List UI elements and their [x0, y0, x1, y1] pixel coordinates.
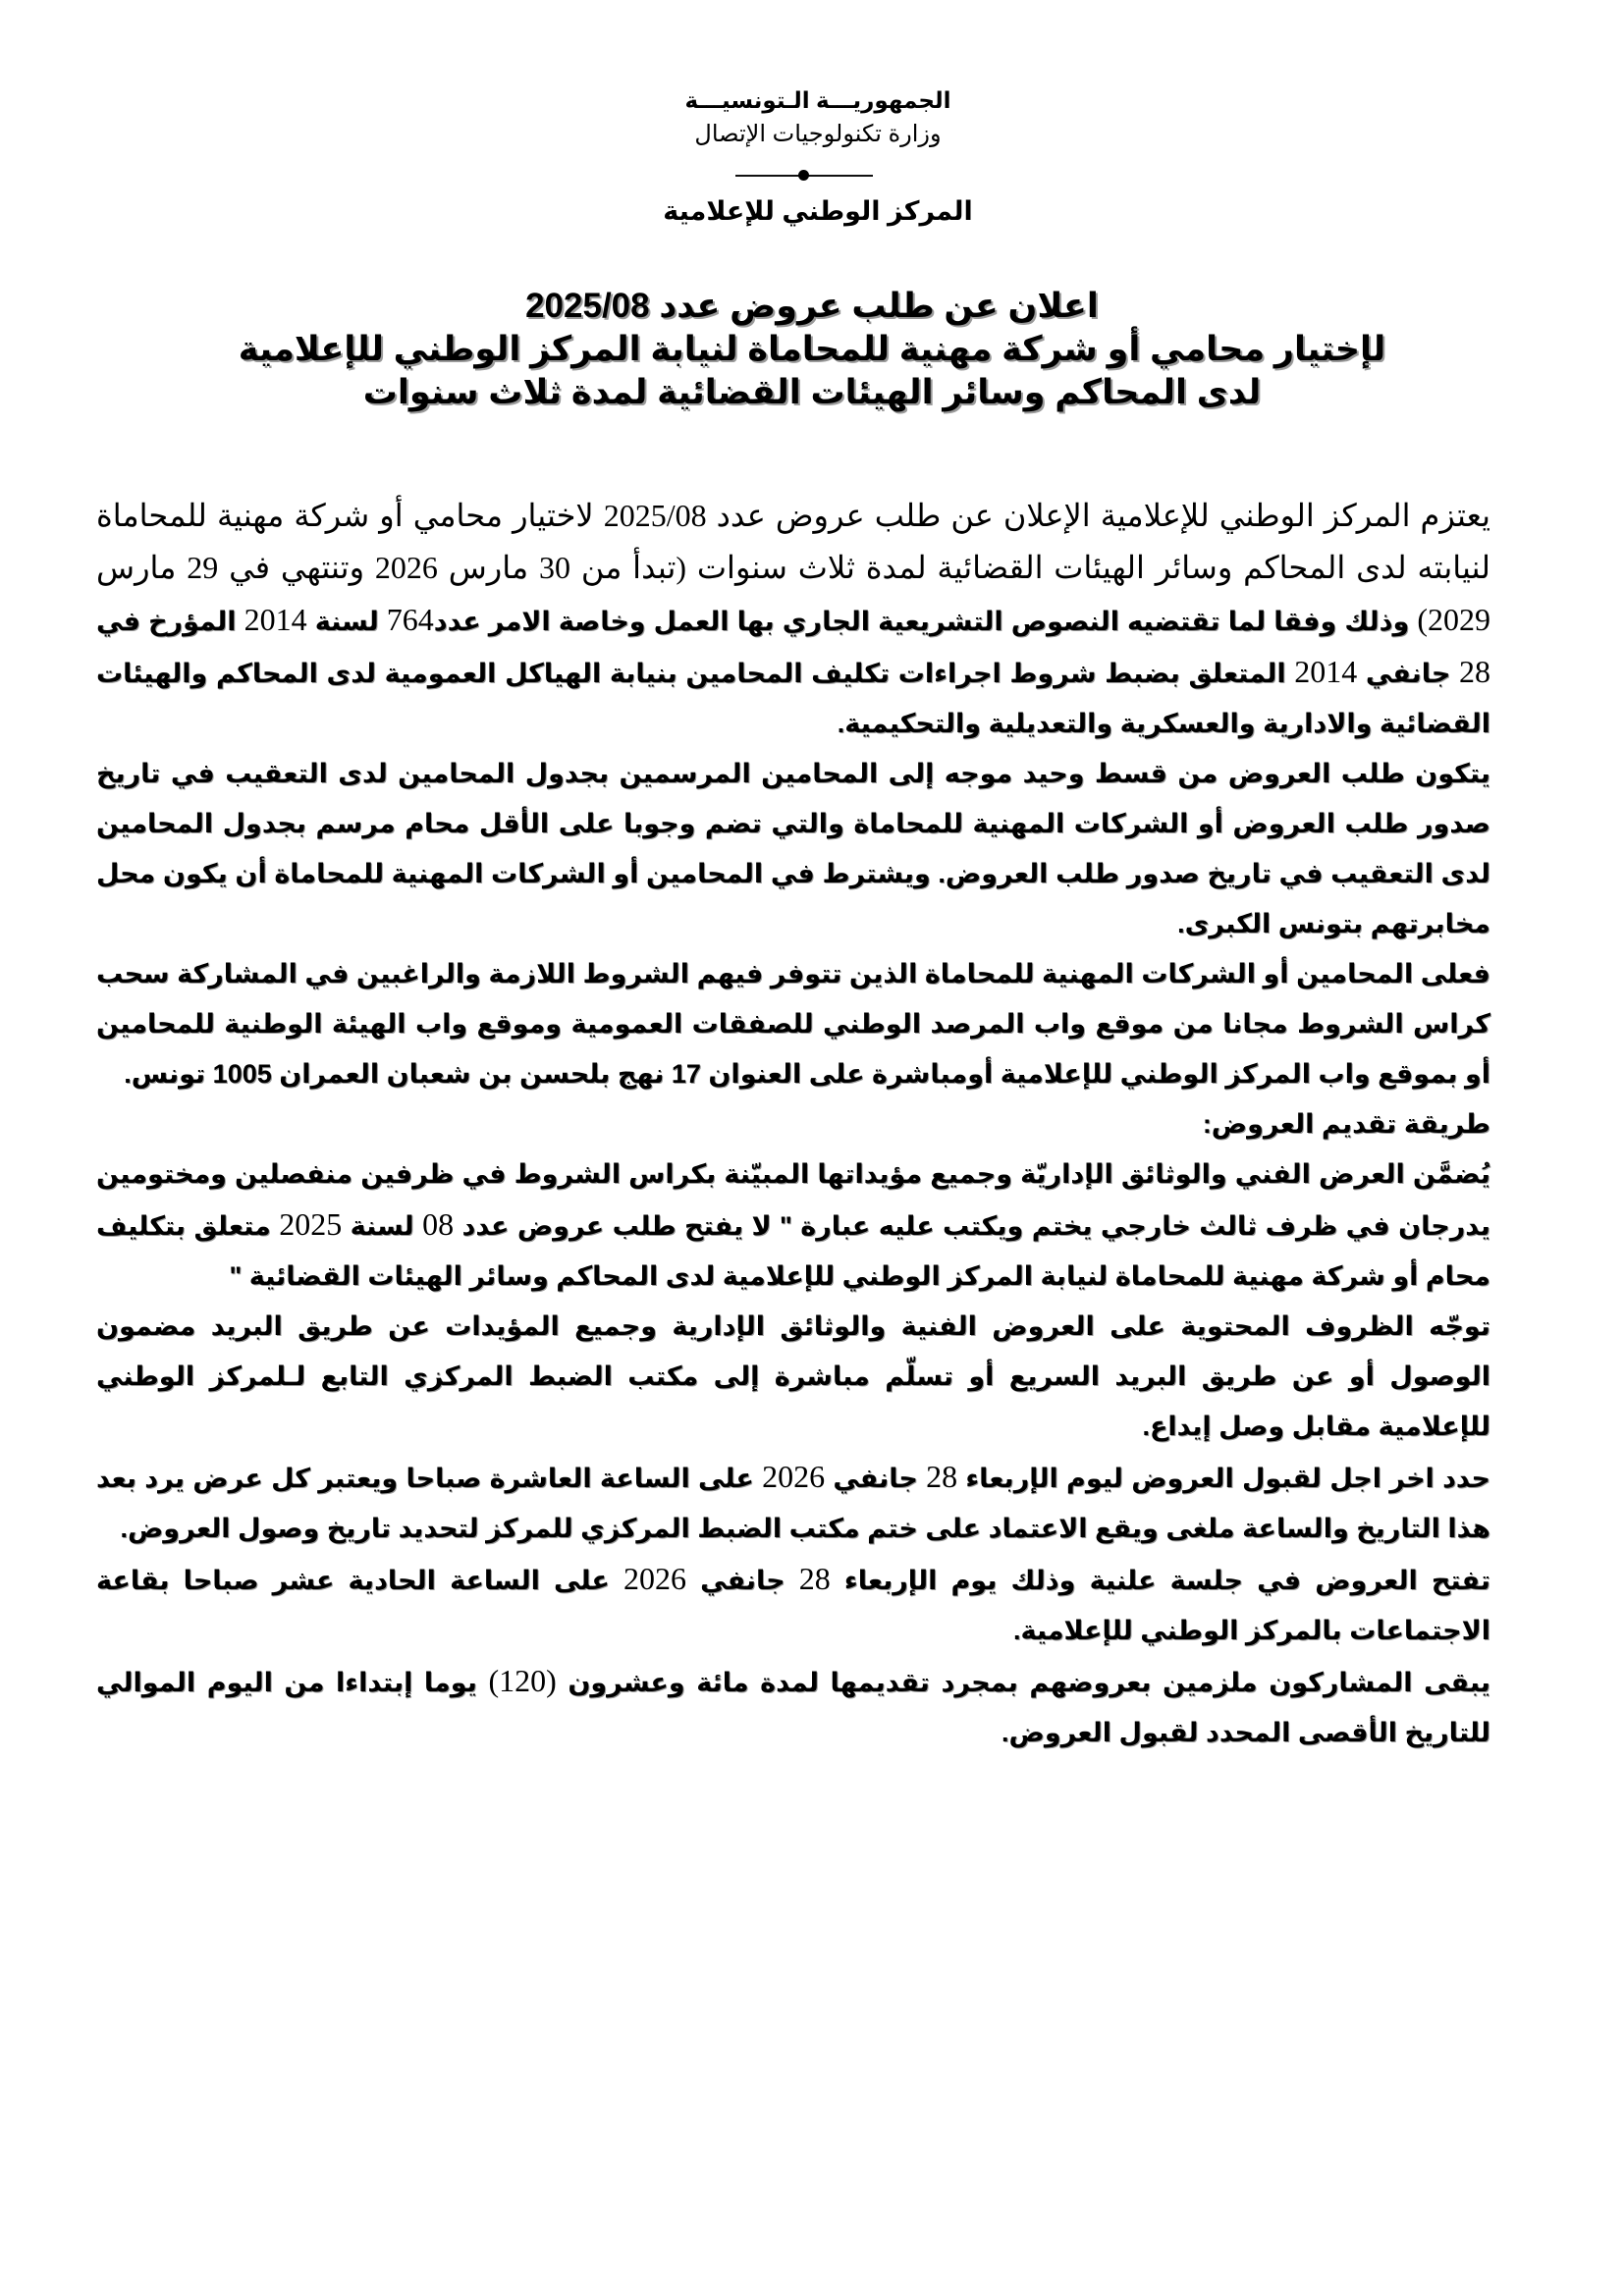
deadline-text-a: حدد اخر اجل لقبول العروض ليوم الإربعاء: [957, 1464, 1490, 1493]
decree-subject: المتعلق بضبط شروط اجراءات تكليف المحامين بنيابة الهياكل العمومية لدى المحاكم والهيئات القضائية والادارية والعسكرية والتعديلية والتحكيمية.: [96, 659, 1490, 738]
organization-name: المركز الوطني للإعلامية: [663, 196, 973, 226]
tender-year: 2025: [279, 1206, 343, 1242]
paragraph-validity: [96, 1656, 1490, 1758]
opening-year: 2026: [623, 1561, 686, 1596]
section-heading-submission: طريقة تقديم العروض:: [1202, 1109, 1490, 1139]
address-number: 17: [671, 1059, 701, 1089]
announcement-body: [96, 491, 1490, 1758]
announcement-title: [0, 285, 1624, 414]
validity-text-a: يبقى المشاركون ملزمين بعروضهم بمجرد تقديمها لمدة مائة وعشرون: [556, 1668, 1491, 1697]
paragraph-deadline: [96, 1452, 1490, 1554]
specifications-text: فعلى المحامين أو الشركات المهنية للمحاماة الذين تتوفر فيهم الشروط اللازمة والراغبين في المشاركة سحب كراس الشروط مجانا من موقع واب المرصد الوطني للصفقات العمومية وموقع واب الهيئة الوطنية للمحامين أو بموقع واب المركز الوطني للإعلامية أومباشرة على العنوان: [96, 959, 1490, 1089]
paragraph-specifications: [96, 949, 1490, 1099]
opening-text-a: تفتح العروض في جلسة علنية وذلك يوم الإربعاء: [830, 1566, 1490, 1595]
paragraph-eligibility: يتكون طلب العروض من قسط وحيد موجه إلى المحامين المرسمين بجدول المحامين لدى التعقيب في تاريخ صدور طلب العروض أو الشركات المهنية للمحاماة والتي تضم وجوبا على الأقل محام مرسم بجدول المحامين لدى التعقيب في تاريخ صدور طلب العروض. ويشترط في المحامين أو الشركات المهنية للمحاماة أن يكون محل مخابرتهم بتونس الكبرى.: [96, 759, 1490, 938]
envelopes-text-c: متعلق بتكليف محام أو شركة مهنية للمحاماة لنيابة المركز الوطني للإعلامية لدى المحاكم وسائر الهيئات القضائية ": [96, 1211, 1490, 1291]
decree-year: 2014: [244, 602, 307, 637]
letterhead: [0, 84, 1624, 230]
address-postal-code: 1005: [212, 1059, 272, 1089]
decree-year-label: لسنة: [306, 607, 387, 636]
paragraph-envelopes: [96, 1149, 1490, 1302]
paragraph-opening: [96, 1554, 1490, 1656]
validity-text-b: يوما إبتداءا من اليوم الموالي للتاريخ الأقصى المحدد لقبول العروض.: [96, 1668, 1490, 1747]
deadline-day: 28: [926, 1459, 958, 1494]
deadline-text-c: على الساعة العاشرة صباحا ويعتبر كل عرض يرد بعد هذا التاريخ والساعة ملغى ويقع الاعتماد على ختم مكتب الضبط المركزي للمركز لتحديد تاريخ وصول العروض.: [96, 1464, 1490, 1543]
opening-month: جانفي: [685, 1566, 799, 1595]
deadline-month: جانفي: [825, 1464, 927, 1493]
address-city: تونس.: [124, 1059, 213, 1089]
validity-days: (120): [488, 1663, 557, 1698]
deadline-year: 2026: [762, 1459, 826, 1494]
decree-text: وذلك وفقا لما تقتضيه النصوص التشريعية الجاري بها العمل وخاصة الامر عدد: [433, 607, 1418, 636]
decree-day: 28: [1459, 654, 1490, 689]
address-street: نهج بلحسن بن شعبان العمران: [271, 1059, 672, 1089]
ministry-name: وزارة تكنولوجيات الإتصال: [694, 121, 942, 147]
decree-date-year: 2014: [1294, 654, 1358, 689]
decree-number: 764: [386, 602, 434, 637]
title-line-1: اعلان عن طلب عروض عدد 2025/08: [525, 287, 1099, 325]
envelopes-text-b: لسنة: [342, 1211, 423, 1241]
decree-dated-label: المؤرخ في: [96, 607, 244, 636]
republic-name: الجمهوريـــة الـتونسيـــة: [684, 87, 951, 113]
opening-text-c: على الساعة الحادية عشر صباحا بقاعة الاجتماعات بالمركز الوطني للإعلامية.: [96, 1566, 1490, 1645]
envelopes-text-a: يُضمَّن العرض الفني والوثائق الإداريّة وجميع مؤيداتها المبيّنة بكراس الشروط في ظرفين منفصلين ومختومين يدرجان في ظرف ثالث خارجي يختم ويكتب عليه عبارة " لا يفتح طلب عروض عدد: [96, 1159, 1491, 1241]
separator-dot-icon: [798, 170, 809, 181]
title-line-2: لإختيار محامي أو شركة مهنية للمحاماة لنيابة المركز الوطني للإعلامية: [238, 330, 1386, 368]
paragraph-intro: [96, 491, 1490, 749]
line-with-dot-ornament-icon: [735, 169, 873, 183]
tender-number: 08: [422, 1206, 455, 1242]
decree-month: جانفي: [1357, 659, 1459, 688]
paragraph-delivery: توجّه الظروف المحتوية على العروض الفنية والوثائق الإدارية وجميع المؤيدات عن طريق البريد مضمون الوصول أو عن طريق البريد السريع أو تسلّم مباشرة إلى مكتب الضبط المركزي التابع لـلمركز الوطني للإعلامية مقابل وصل إيداع.: [96, 1311, 1490, 1441]
title-line-3: لدى المحاكم وسائر الهيئات القضائية لمدة ثلاث سنوات: [362, 373, 1262, 411]
intro-text: يعتزم المركز الوطني للإعلامية الإعلان عن طلب عروض عدد 2025/08 لاختيار محامي أو شركة مهنية للمحاماة لنيابته لدى المحاكم وسائر الهيئات القضائية لمدة ثلاث سنوات (تبدأ من 30 مارس 2026 وتنتهي في 29 مارس 2029): [96, 498, 1491, 637]
opening-day: 28: [798, 1561, 831, 1596]
